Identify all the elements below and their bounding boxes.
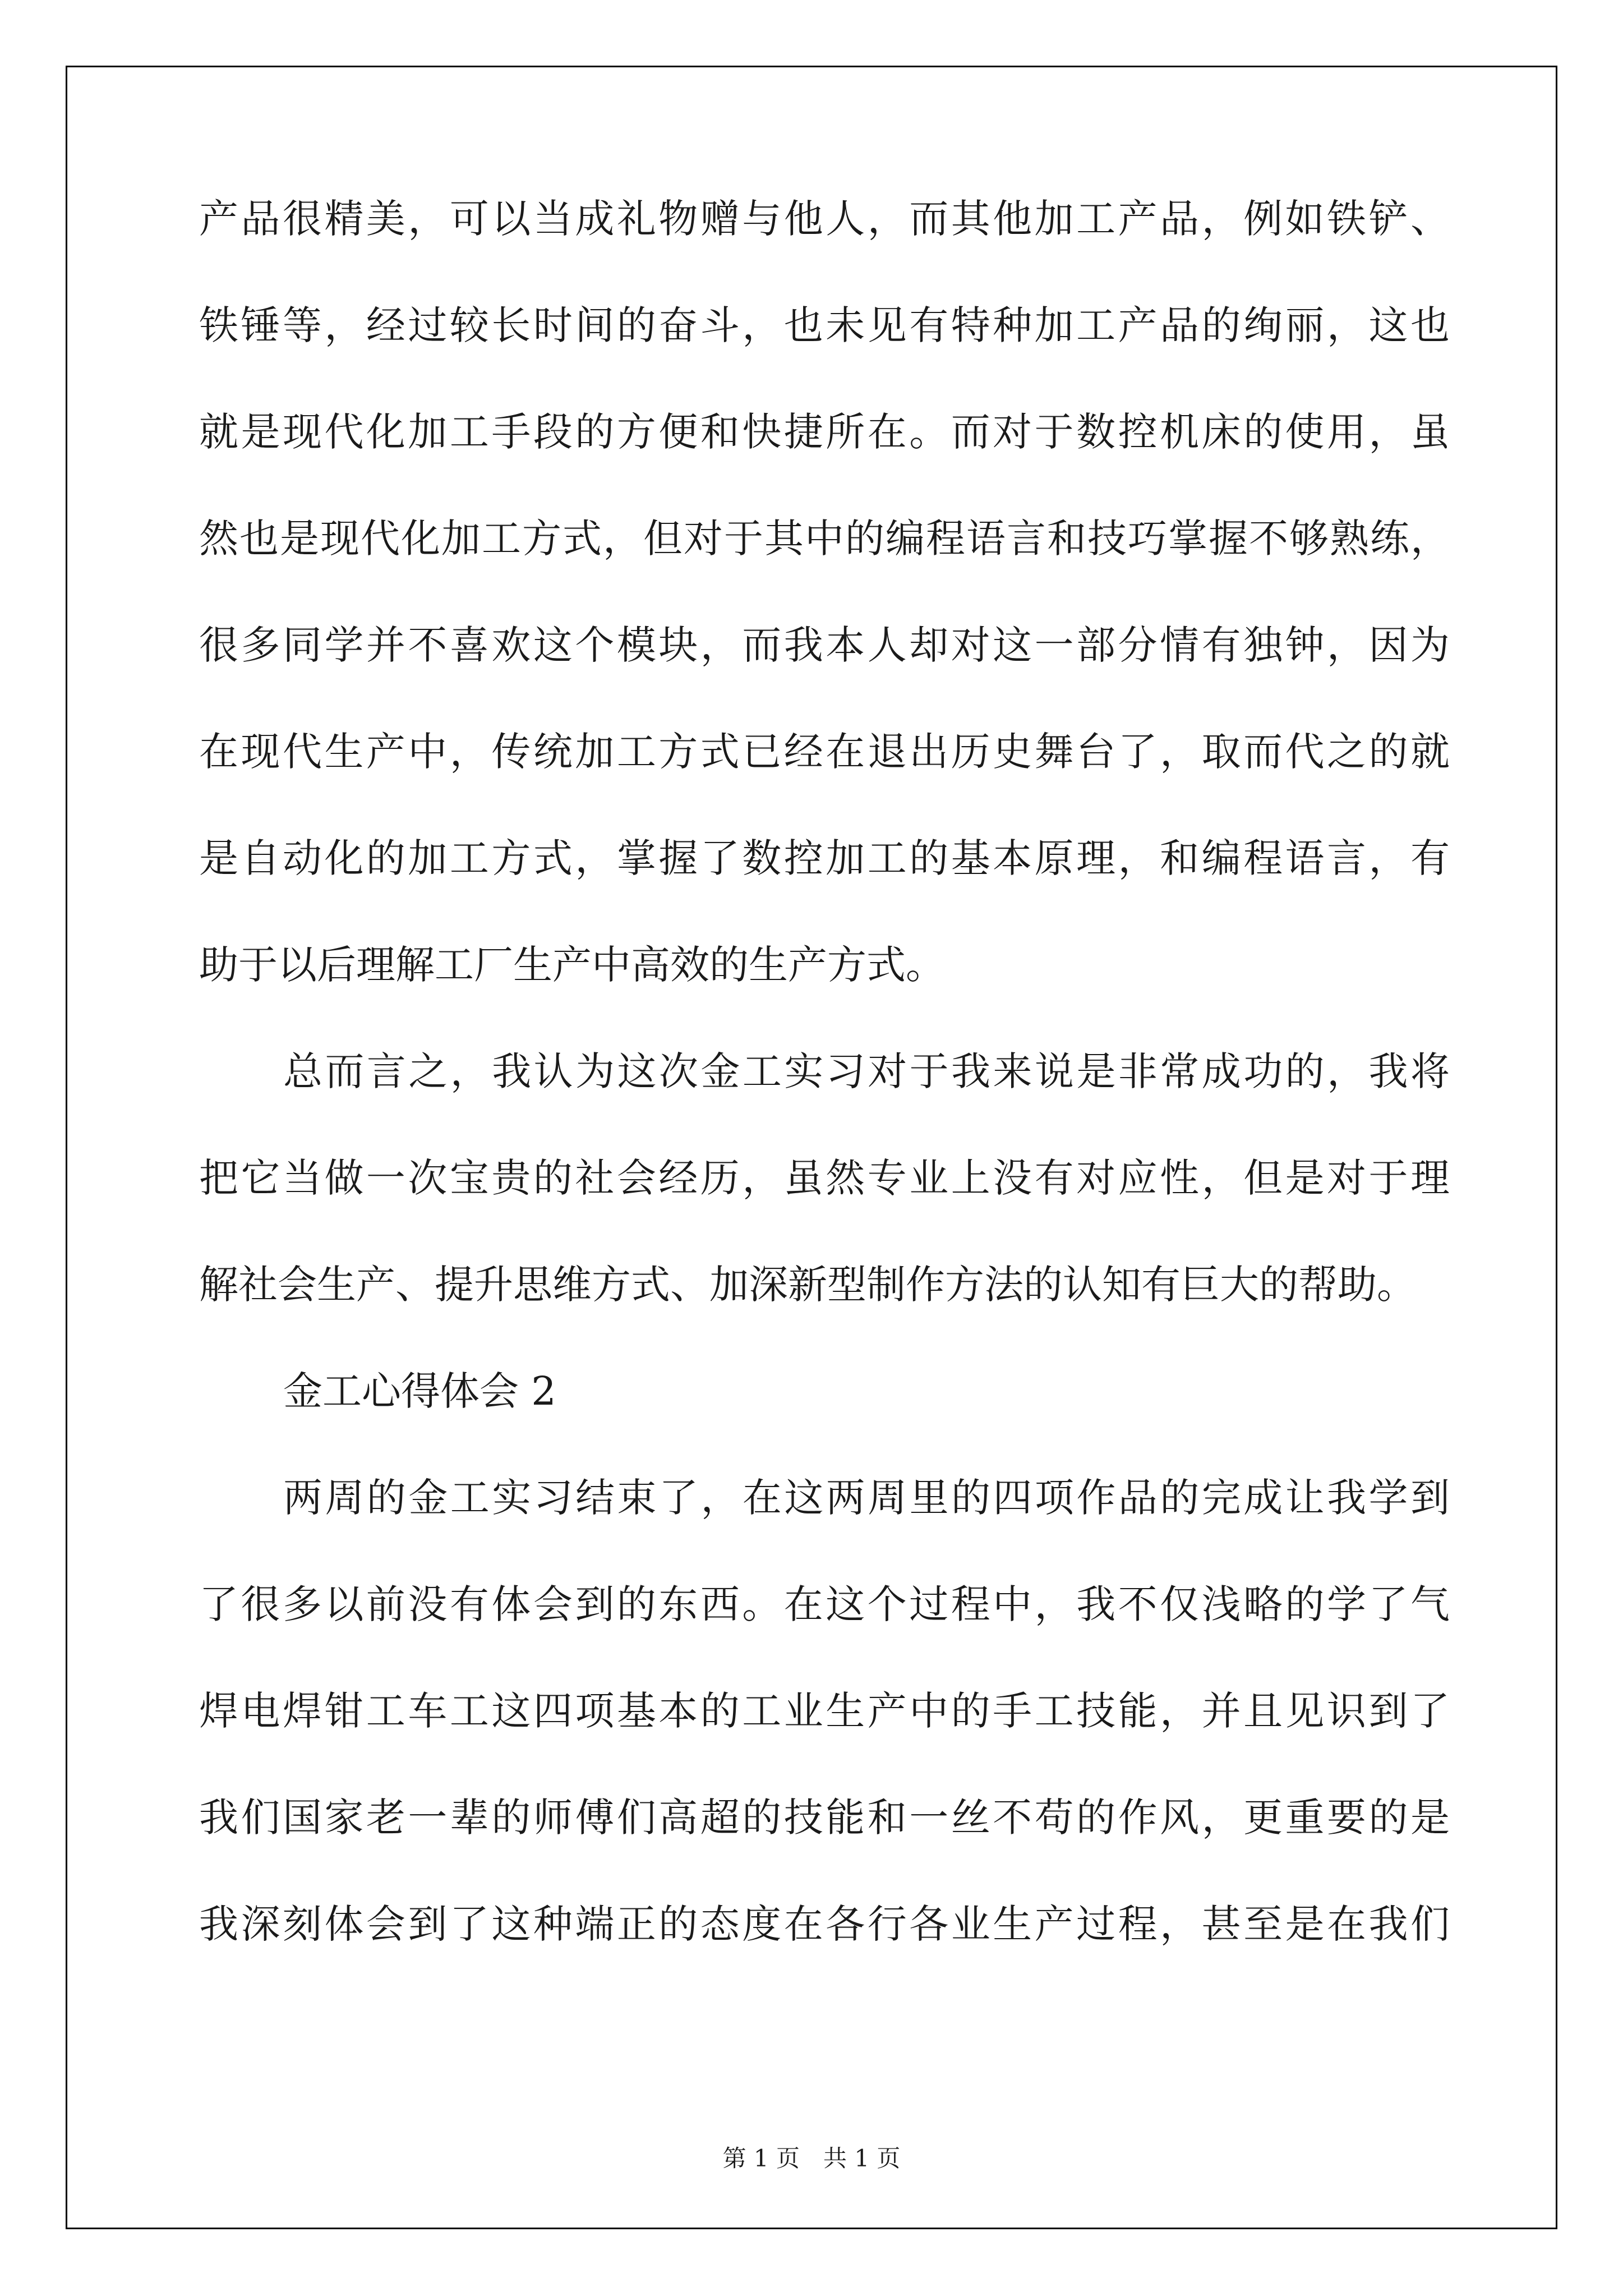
- page-number-footer: 第 1 页 共 1 页: [722, 2145, 901, 2172]
- text-line: 铁锤等，经过较长时间的奋斗，也未见有特种加工产品的绚丽，这也: [199, 302, 1450, 348]
- text-line: 就是现代化加工手段的方便和快捷所在。而对于数控机床的使用，虽: [199, 409, 1450, 455]
- text-line: 是自动化的加工方式，掌握了数控加工的基本原理，和编程语言，有: [199, 835, 1450, 881]
- paragraph-first-line: 总而言之，我认为这次金工实习对于我来说是非常成功的，我将: [283, 1048, 1450, 1094]
- text-line: 我们国家老一辈的师傅们高超的技能和一丝不苟的作风，更重要的是: [199, 1795, 1450, 1841]
- text-line: 然也是现代化加工方式，但对于其中的编程语言和技巧掌握不够熟练，: [199, 516, 1450, 562]
- text-line: 解社会生产、提升思维方式、加深新型制作方法的认知有巨大的帮助。: [199, 1262, 1416, 1308]
- paragraph-first-line: 两周的金工实习结束了，在这两周里的四项作品的完成让我学到: [283, 1475, 1450, 1521]
- text-line: 助于以后理解工厂生产中高效的生产方式。: [199, 942, 945, 988]
- text-line: 了很多以前没有体会到的东西。在这个过程中，我不仅浅略的学了气: [199, 1581, 1450, 1627]
- section-heading: 金工心得体会 2: [283, 1368, 556, 1414]
- text-line: 产品很精美，可以当成礼物赠与他人，而其他加工产品，例如铁铲、: [199, 196, 1450, 242]
- text-line: 我深刻体会到了这种端正的态度在各行各业生产过程，甚至是在我们: [199, 1901, 1450, 1947]
- text-line: 把它当做一次宝贵的社会经历，虽然专业上没有对应性，但是对于理: [199, 1155, 1450, 1201]
- text-line: 焊电焊钳工车工这四项基本的工业生产中的手工技能，并且见识到了: [199, 1688, 1450, 1734]
- text-line: 很多同学并不喜欢这个模块，而我本人却对这一部分情有独钟，因为: [199, 622, 1450, 668]
- text-line: 在现代生产中，传统加工方式已经在退出历史舞台了，取而代之的就: [199, 729, 1450, 775]
